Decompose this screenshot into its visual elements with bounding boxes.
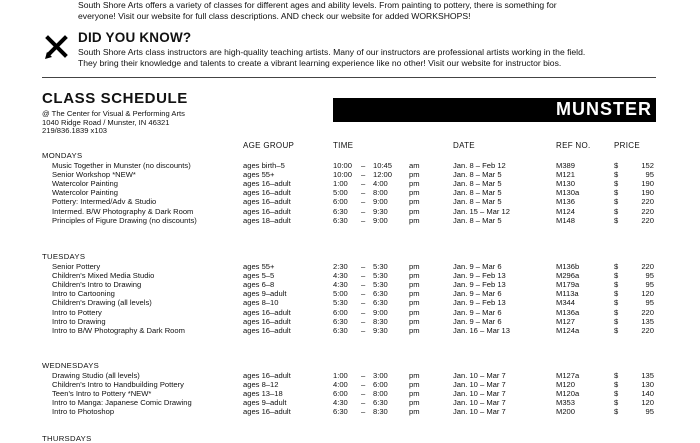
end-time: 4:00 (373, 179, 388, 189)
start-time: 4:30 (333, 280, 348, 290)
currency-symbol: $ (614, 325, 619, 335)
end-time: 9:00 (373, 197, 388, 207)
intro-text (78, 0, 678, 22)
class-name: Intermed. B/W Photography & Dark Room (52, 206, 194, 216)
class-name: Children's Mixed Media Studio (52, 271, 155, 281)
class-name: Watercolor Painting (52, 188, 118, 198)
street-address: 1040 Ridge Road / Munster, IN 46321 (42, 117, 170, 127)
price-value: 220 (641, 325, 654, 335)
ref-number: M296a (556, 271, 580, 281)
class-name: Intro to Manga: Japanese Comic Drawing (52, 398, 192, 408)
age-group: ages 8–12 (243, 380, 279, 390)
ref-number: M127a (556, 371, 580, 380)
currency-symbol: $ (614, 371, 619, 380)
price-value: 135 (641, 316, 654, 326)
end-time: 8:30 (373, 316, 388, 326)
ref-number: M179a (556, 280, 580, 290)
class-name: Teen's Intro to Pottery *NEW* (52, 389, 152, 399)
date-range: Jan. 9 – Mar 6 (453, 289, 502, 299)
header-price: PRICE (614, 141, 640, 150)
currency-symbol: $ (614, 206, 619, 216)
class-name: Pottery: Intermed/Adv & Studio (52, 197, 157, 207)
section-divider (42, 77, 656, 78)
price-value: 140 (641, 389, 654, 399)
did-you-know-line-2: They bring their knowledge and talents to create a vibrant learning experience like no other! Visit our website for instructor bios. (78, 58, 562, 68)
price-value: 220 (641, 262, 654, 271)
day-heading: THURSDAYS (42, 434, 92, 443)
start-time: 6:00 (333, 197, 348, 207)
time-dash: – (361, 206, 366, 216)
date-range: Jan. 10 – Mar 7 (453, 398, 506, 408)
table-row (0, 197, 700, 206)
end-time: 5:30 (373, 280, 388, 290)
price-value: 135 (641, 371, 654, 380)
time-dash: – (361, 407, 366, 417)
class-name: Senior Workshop *NEW* (52, 170, 136, 180)
ref-number: M120a (556, 389, 580, 399)
age-group: ages 16–adult (243, 316, 291, 326)
start-time: 6:30 (333, 206, 348, 216)
time-dash: – (361, 289, 366, 299)
time-dash: – (361, 380, 366, 390)
start-time: 4:30 (333, 398, 348, 408)
currency-symbol: $ (614, 197, 619, 207)
am-pm: pm (409, 398, 420, 408)
age-group: ages 16–adult (243, 407, 291, 417)
end-time: 5:30 (373, 271, 388, 281)
time-dash: – (361, 280, 366, 290)
price-value: 220 (641, 197, 654, 207)
time-dash: – (361, 215, 366, 225)
class-name: Children's Drawing (all levels) (52, 298, 152, 308)
table-row (0, 188, 700, 197)
price-value: 130 (641, 380, 654, 390)
price-value: 220 (641, 307, 654, 317)
end-time: 9:00 (373, 307, 388, 317)
intro-line-2: everyone! Visit our website for full class descriptions. AND check our website for added WORKSHOPS! (78, 11, 471, 21)
date-range: Jan. 8 – Mar 5 (453, 170, 502, 180)
table-row (0, 326, 700, 335)
price-value: 120 (641, 398, 654, 408)
table-row (0, 207, 700, 216)
ref-number: M389 (556, 161, 575, 170)
date-range: Jan. 9 – Feb 13 (453, 280, 506, 290)
ref-number: M127 (556, 316, 575, 326)
currency-symbol: $ (614, 398, 619, 408)
date-range: Jan. 10 – Mar 7 (453, 371, 506, 380)
end-time: 6:00 (373, 380, 388, 390)
end-time: 9:00 (373, 215, 388, 225)
price-value: 190 (641, 188, 654, 198)
am-pm: pm (409, 271, 420, 281)
time-dash: – (361, 179, 366, 189)
am-pm: pm (409, 215, 420, 225)
currency-symbol: $ (614, 307, 619, 317)
time-dash: – (361, 271, 366, 281)
age-group: ages 18–adult (243, 215, 291, 225)
am-pm: pm (409, 289, 420, 299)
start-time: 5:30 (333, 298, 348, 308)
date-range: Jan. 8 – Mar 5 (453, 179, 502, 189)
age-group: ages 9–adult (243, 398, 287, 408)
class-schedule-title: CLASS SCHEDULE (42, 90, 188, 107)
date-range: Jan. 10 – Mar 7 (453, 407, 506, 417)
time-dash: – (361, 262, 366, 271)
ref-number: M121 (556, 170, 575, 180)
currency-symbol: $ (614, 179, 619, 189)
date-range: Jan. 8 – Feb 12 (453, 161, 506, 170)
age-group: ages 13–18 (243, 389, 283, 399)
start-time: 10:00 (333, 170, 353, 180)
currency-symbol: $ (614, 215, 619, 225)
am-pm: pm (409, 298, 420, 308)
start-time: 6:30 (333, 215, 348, 225)
header-age-group: AGE GROUP (243, 141, 295, 150)
am-pm: pm (409, 197, 420, 207)
end-time: 3:00 (373, 371, 388, 380)
ref-number: M148 (556, 215, 575, 225)
price-value: 220 (641, 206, 654, 216)
time-dash: – (361, 161, 366, 170)
class-name: Intro to B/W Photography & Dark Room (52, 325, 185, 335)
class-name: Senior Pottery (52, 262, 101, 271)
time-dash: – (361, 316, 366, 326)
did-you-know-section (78, 30, 678, 69)
intro-line-1: South Shore Arts offers a variety of classes for different ages and ability levels. From painting to pottery, there is something for (78, 0, 557, 10)
date-range: Jan. 9 – Mar 6 (453, 307, 502, 317)
currency-symbol: $ (614, 170, 619, 180)
date-range: Jan. 16 – Mar 13 (453, 325, 510, 335)
date-range: Jan. 8 – Mar 5 (453, 188, 502, 198)
table-row (0, 398, 700, 407)
currency-symbol: $ (614, 161, 619, 170)
am-pm: pm (409, 389, 420, 399)
time-dash: – (361, 389, 366, 399)
ref-number: M130 (556, 179, 575, 189)
start-time: 10:00 (333, 161, 353, 170)
start-time: 6:30 (333, 316, 348, 326)
date-range: Jan. 9 – Mar 6 (453, 316, 502, 326)
start-time: 2:30 (333, 262, 348, 271)
header-ref-no: REF NO. (556, 141, 591, 150)
did-you-know-line-1: South Shore Arts class instructors are high-quality teaching artists. Many of our instructors are professional artists working in the field. (78, 47, 586, 57)
end-time: 12:00 (373, 170, 393, 180)
age-group: ages 16–adult (243, 179, 291, 189)
end-time: 10:45 (373, 161, 393, 170)
start-time: 6:00 (333, 307, 348, 317)
ref-number: M130a (556, 188, 580, 198)
table-row (0, 170, 700, 179)
ref-number: M136b (556, 262, 580, 271)
age-group: ages 55+ (243, 262, 275, 271)
age-group: ages 16–adult (243, 307, 291, 317)
header-time: TIME (333, 141, 354, 150)
am-pm: pm (409, 179, 420, 189)
am-pm: am (409, 161, 420, 170)
lightbulb-icon (45, 0, 59, 8)
am-pm: pm (409, 325, 420, 335)
table-row (0, 271, 700, 280)
table-row (0, 389, 700, 398)
ref-number: M353 (556, 398, 575, 408)
am-pm: pm (409, 380, 420, 390)
day-heading: TUESDAYS (42, 252, 86, 261)
ref-number: M113a (556, 289, 579, 299)
date-range: Jan. 9 – Feb 13 (453, 298, 506, 308)
end-time: 6:30 (373, 289, 388, 299)
am-pm: pm (409, 170, 420, 180)
ref-number: M136a (556, 307, 580, 317)
time-dash: – (361, 197, 366, 207)
currency-symbol: $ (614, 380, 619, 390)
date-range: Jan. 10 – Mar 7 (453, 389, 506, 399)
end-time: 8:00 (373, 188, 388, 198)
am-pm: pm (409, 262, 420, 271)
age-group: ages 16–adult (243, 197, 291, 207)
time-dash: – (361, 170, 366, 180)
class-name: Principles of Figure Drawing (no discounts) (52, 215, 197, 225)
pencil-ruler-icon (44, 34, 70, 60)
price-value: 120 (641, 289, 654, 299)
end-time: 8:00 (373, 389, 388, 399)
end-time: 8:30 (373, 407, 388, 417)
am-pm: pm (409, 371, 420, 380)
time-dash: – (361, 307, 366, 317)
am-pm: pm (409, 307, 420, 317)
class-name: Watercolor Painting (52, 179, 118, 189)
location-name: MUNSTER (556, 99, 652, 119)
ref-number: M200 (556, 407, 575, 417)
end-time: 6:30 (373, 398, 388, 408)
currency-symbol: $ (614, 316, 619, 326)
class-name: Intro to Photoshop (52, 407, 115, 417)
end-time: 9:30 (373, 206, 388, 216)
currency-symbol: $ (614, 188, 619, 198)
table-row (0, 317, 700, 326)
price-value: 220 (641, 215, 654, 225)
class-name: Music Together in Munster (no discounts) (52, 161, 191, 170)
currency-symbol: $ (614, 262, 619, 271)
age-group: ages 55+ (243, 170, 275, 180)
am-pm: pm (409, 206, 420, 216)
date-range: Jan. 8 – Mar 5 (453, 197, 502, 207)
time-dash: – (361, 298, 366, 308)
price-value: 152 (641, 161, 654, 170)
class-name: Children's Intro to Handbuilding Pottery (52, 380, 184, 390)
table-row (0, 298, 700, 307)
end-time: 5:30 (373, 262, 388, 271)
time-dash: – (361, 188, 366, 198)
price-value: 95 (645, 170, 654, 180)
class-name: Children's Intro to Drawing (52, 280, 142, 290)
ref-number: M124 (556, 206, 575, 216)
time-dash: – (361, 398, 366, 408)
date-range: Jan. 9 – Feb 13 (453, 271, 506, 281)
table-row (0, 161, 700, 170)
age-group: ages birth–5 (243, 161, 285, 170)
header-date: DATE (453, 141, 475, 150)
start-time: 6:30 (333, 407, 348, 417)
am-pm: pm (409, 280, 420, 290)
table-row (0, 280, 700, 289)
class-name: Intro to Cartooning (52, 289, 115, 299)
start-time: 5:00 (333, 188, 348, 198)
currency-symbol: $ (614, 389, 619, 399)
start-time: 6:30 (333, 325, 348, 335)
start-time: 1:00 (333, 371, 348, 380)
time-dash: – (361, 371, 366, 380)
ref-number: M344 (556, 298, 575, 308)
day-heading: WEDNESDAYS (42, 361, 100, 370)
age-group: ages 9–adult (243, 289, 287, 299)
am-pm: pm (409, 316, 420, 326)
date-range: Jan. 9 – Mar 6 (453, 262, 502, 271)
price-value: 95 (645, 280, 654, 290)
am-pm: pm (409, 407, 420, 417)
ref-number: M136 (556, 197, 575, 207)
end-time: 6:30 (373, 298, 388, 308)
did-you-know-title: DID YOU KNOW? (78, 30, 192, 45)
table-row (0, 262, 700, 271)
end-time: 9:30 (373, 325, 388, 335)
price-value: 95 (645, 271, 654, 281)
age-group: ages 16–adult (243, 206, 291, 216)
currency-symbol: $ (614, 298, 619, 308)
class-name: Intro to Drawing (52, 316, 106, 326)
table-row (0, 216, 700, 225)
age-group: ages 16–adult (243, 325, 291, 335)
start-time: 1:00 (333, 179, 348, 189)
age-group: ages 8–10 (243, 298, 279, 308)
phone-number: 219/836.1839 x103 (42, 126, 108, 136)
start-time: 6:00 (333, 389, 348, 399)
venue-address (42, 110, 185, 136)
table-row (0, 407, 700, 416)
price-value: 95 (645, 298, 654, 308)
venue-name: @ The Center for Visual & Performing Arts (42, 109, 185, 118)
start-time: 5:00 (333, 289, 348, 299)
class-name: Intro to Pottery (52, 307, 102, 317)
start-time: 4:30 (333, 271, 348, 281)
currency-symbol: $ (614, 271, 619, 281)
date-range: Jan. 15 – Mar 12 (453, 206, 510, 216)
location-banner (333, 98, 656, 122)
am-pm: pm (409, 188, 420, 198)
ref-number: M124a (556, 325, 580, 335)
price-value: 95 (645, 407, 654, 417)
currency-symbol: $ (614, 280, 619, 290)
table-row (0, 179, 700, 188)
table-row (0, 371, 700, 380)
table-row (0, 308, 700, 317)
age-group: ages 16–adult (243, 188, 291, 198)
class-name: Drawing Studio (all levels) (52, 371, 140, 380)
day-heading: MONDAYS (42, 151, 83, 160)
age-group: ages 6–8 (243, 280, 275, 290)
start-time: 4:00 (333, 380, 348, 390)
time-dash: – (361, 325, 366, 335)
age-group: ages 16–adult (243, 371, 291, 380)
currency-symbol: $ (614, 289, 619, 299)
table-row (0, 380, 700, 389)
price-value: 190 (641, 179, 654, 189)
ref-number: M120 (556, 380, 575, 390)
date-range: Jan. 8 – Mar 5 (453, 215, 502, 225)
table-row (0, 289, 700, 298)
date-range: Jan. 10 – Mar 7 (453, 380, 506, 390)
currency-symbol: $ (614, 407, 619, 417)
age-group: ages 5–5 (243, 271, 275, 281)
